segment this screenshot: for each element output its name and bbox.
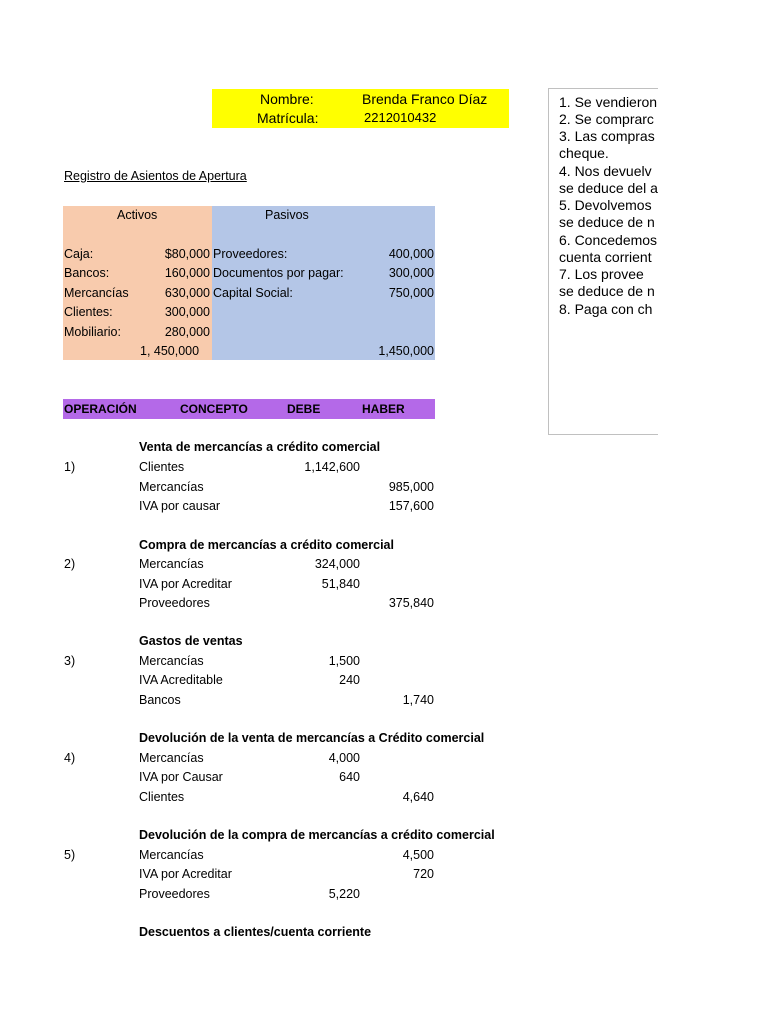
entry-concept: IVA por causar bbox=[139, 499, 221, 513]
name-value: Brenda Franco Díaz bbox=[362, 91, 488, 107]
entry-concept: Clientes bbox=[139, 790, 185, 804]
entry-debe: 5,220 bbox=[328, 887, 360, 901]
note-line: 4. Nos devuelv bbox=[559, 163, 652, 179]
entry-concept: Bancos bbox=[139, 693, 181, 707]
entry-haber: 157,600 bbox=[388, 499, 434, 513]
liabilities-block bbox=[212, 206, 435, 360]
note-line: se deduce de n bbox=[559, 283, 655, 299]
asset-name: Mobiliario: bbox=[64, 325, 121, 339]
entry-concept: Mercancías bbox=[139, 848, 204, 862]
entry-concept: IVA Acreditable bbox=[139, 673, 223, 687]
id-value: 2212010432 bbox=[364, 110, 437, 125]
entry-title: Gastos de ventas bbox=[139, 634, 243, 648]
liability-value: 400,000 bbox=[388, 247, 434, 261]
entry-debe: 1,500 bbox=[328, 654, 360, 668]
note-line: se deduce de n bbox=[559, 214, 655, 230]
note-line: cuenta corrient bbox=[559, 249, 652, 265]
entry-haber: 720 bbox=[413, 867, 434, 881]
note-line: cheque. bbox=[559, 145, 609, 161]
journal-header bbox=[63, 399, 435, 419]
entry-title: Devolución de la compra de mercancías a crédito comercial bbox=[139, 828, 495, 842]
entry-concept: Mercancías bbox=[139, 557, 204, 571]
asset-name: Bancos: bbox=[64, 266, 110, 280]
note-line: 5. Devolvemos bbox=[559, 197, 652, 213]
liability-name: Documentos por pagar: bbox=[213, 266, 344, 280]
header-operacion: OPERACIÓN bbox=[64, 402, 137, 416]
liabilities-total: 1,450,000 bbox=[378, 344, 434, 358]
asset-value: 160,000 bbox=[164, 266, 210, 280]
liabilities-label: Pasivos bbox=[265, 208, 309, 222]
entry-concept: IVA por Acreditar bbox=[139, 577, 232, 591]
note-line: 7. Los provee bbox=[559, 266, 644, 282]
asset-value: 300,000 bbox=[164, 305, 210, 319]
assets-label: Activos bbox=[117, 208, 158, 222]
asset-value: $80,000 bbox=[164, 247, 210, 261]
note-line: 6. Concedemos bbox=[559, 232, 658, 248]
asset-value: 630,000 bbox=[164, 286, 210, 300]
entry-number: 5) bbox=[64, 848, 76, 862]
id-label: Matrícula: bbox=[257, 110, 319, 126]
header-concepto: CONCEPTO bbox=[180, 402, 248, 416]
entry-title: Devolución de la venta de mercancías a Crédito comercial bbox=[139, 731, 485, 745]
entry-number: 1) bbox=[64, 460, 76, 474]
entry-concept: Proveedores bbox=[139, 887, 210, 901]
liability-name: Capital Social: bbox=[213, 286, 293, 300]
entry-concept: Mercancías bbox=[139, 751, 204, 765]
entry-debe: 240 bbox=[339, 673, 360, 687]
opening-title: Registro de Asientos de Apertura bbox=[64, 169, 247, 183]
entry-debe: 4,000 bbox=[328, 751, 360, 765]
assets-total: 1, 450,000 bbox=[140, 344, 200, 358]
asset-name: Caja: bbox=[64, 247, 94, 261]
name-label: Nombre: bbox=[260, 91, 314, 107]
entry-number: 3) bbox=[64, 654, 76, 668]
asset-name: Clientes: bbox=[64, 305, 113, 319]
asset-name: Mercancías bbox=[64, 286, 129, 300]
entry-debe: 640 bbox=[339, 770, 360, 784]
entry-number: 4) bbox=[64, 751, 76, 765]
entry-concept: Mercancías bbox=[139, 480, 204, 494]
note-line: se deduce del a bbox=[559, 180, 658, 196]
entry-concept: IVA por Causar bbox=[139, 770, 223, 784]
entry-haber: 985,000 bbox=[388, 480, 434, 494]
entry-debe: 51,840 bbox=[321, 577, 360, 591]
entry-concept: Proveedores bbox=[139, 596, 210, 610]
entry-concept: IVA por Acreditar bbox=[139, 867, 232, 881]
note-line: 8. Paga con ch bbox=[559, 301, 653, 317]
liability-value: 750,000 bbox=[388, 286, 434, 300]
header-debe: DEBE bbox=[287, 402, 321, 416]
instructions-textbox bbox=[548, 88, 658, 435]
note-line: 2. Se comprarc bbox=[559, 111, 654, 127]
liability-name: Proveedores: bbox=[213, 247, 288, 261]
entry-debe: 324,000 bbox=[314, 557, 360, 571]
entry-haber: 375,840 bbox=[388, 596, 434, 610]
entry-haber: 1,740 bbox=[402, 693, 434, 707]
liability-value: 300,000 bbox=[388, 266, 434, 280]
entry-concept: Mercancías bbox=[139, 654, 204, 668]
asset-value: 280,000 bbox=[164, 325, 210, 339]
entry-title: Compra de mercancías a crédito comercial bbox=[139, 538, 394, 552]
entry-debe: 1,142,600 bbox=[304, 460, 360, 474]
note-line: 1. Se vendieron bbox=[559, 94, 658, 110]
entry-haber: 4,640 bbox=[402, 790, 434, 804]
entry-title: Venta de mercancías a crédito comercial bbox=[139, 440, 381, 454]
entry-number: 2) bbox=[64, 557, 76, 571]
note-line: 3. Las compras bbox=[559, 128, 655, 144]
entry-concept: Clientes bbox=[139, 460, 185, 474]
entry-haber: 4,500 bbox=[402, 848, 434, 862]
entry-title: Descuentos a clientes/cuenta corriente bbox=[139, 925, 372, 939]
header-haber: HABER bbox=[362, 402, 405, 416]
